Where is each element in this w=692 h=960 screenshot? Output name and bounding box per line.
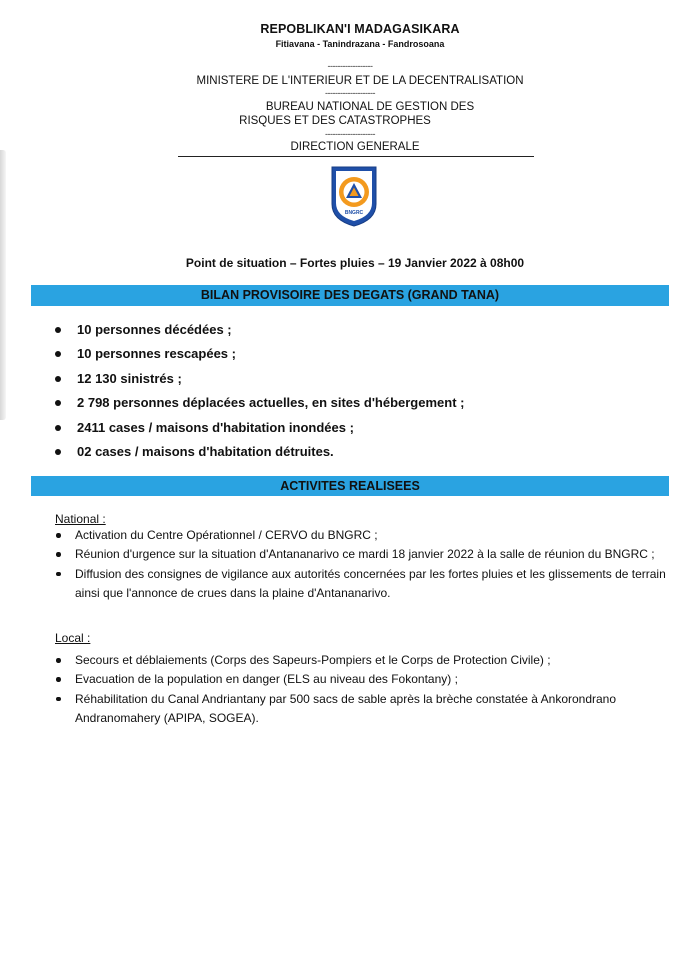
- bullet-icon: [56, 697, 61, 702]
- bullet-icon: [56, 533, 61, 538]
- bullet-icon: [55, 449, 61, 455]
- bilan-item: [55, 318, 464, 342]
- activity-item: [55, 670, 675, 689]
- bilan-list: [55, 318, 464, 464]
- activity-text: Secours et déblaiements (Corps des Sapeurs-Pompiers et le Corps de Protection Civile) ;: [75, 653, 551, 667]
- bullet-icon: [55, 425, 61, 431]
- national-label: National :: [55, 512, 106, 526]
- bureau-name-line1: BUREAU NATIONAL DE GESTION DES: [265, 101, 475, 113]
- activity-item: [55, 690, 675, 729]
- activity-text: Réhabilitation du Canal Andriantany par 500 sacs de sable après la brèche constatée à Ankorondrano Andranomahery (APIPA, SOGEA).: [75, 691, 617, 725]
- activity-text: Evacuation de la population en danger (ELS au niveau des Fokontany) ;: [75, 672, 458, 687]
- scan-edge-shadow: [0, 150, 6, 420]
- bullet-icon: [56, 572, 61, 577]
- activites-heading: ACTIVITES REALISEES: [31, 476, 669, 496]
- bullet-icon: [56, 677, 61, 682]
- bilan-item-text: 2411 cases / maisons d'habitation inondées ;: [77, 419, 354, 435]
- activity-text: Activation du Centre Opérationnel / CERVO du BNGRC ;: [75, 528, 378, 542]
- bilan-item: [55, 367, 464, 391]
- activity-item: [55, 526, 675, 545]
- report-title: Point de situation – Fortes pluies – 19 Janvier 2022 à 08h00: [185, 256, 525, 270]
- bilan-item-text: 02 cases / maisons d'habitation détruites.: [77, 443, 334, 459]
- separator: --------------------: [325, 88, 375, 98]
- bullet-icon: [55, 400, 61, 406]
- local-label: Local :: [55, 631, 91, 645]
- activity-text: Réunion d'urgence sur la situation d'Antananarivo ce mardi 18 janvier 2022 à la salle de réunion du BNGRC ;: [75, 547, 655, 562]
- ministry-name: MINISTERE DE L'INTERIEUR ET DE LA DECENTRALISATION: [196, 75, 524, 87]
- bilan-item-text: 10 personnes décédées ;: [77, 322, 232, 337]
- separator: ------------------: [327, 61, 373, 71]
- republic-title: REPOBLIKAN'I MADAGASIKARA: [260, 22, 460, 36]
- header-rule: [178, 156, 534, 157]
- bullet-icon: [55, 351, 61, 357]
- activity-item: [55, 545, 675, 564]
- direction-name: DIRECTION GENERALE: [290, 141, 420, 153]
- bilan-item-text: 2 798 personnes déplacées actuelles, en sites d'hébergement ;: [77, 395, 465, 411]
- bngrc-logo: [329, 164, 379, 228]
- local-activities-list: [55, 651, 675, 728]
- national-activities-list: [55, 526, 675, 603]
- bilan-item: [55, 391, 464, 415]
- bilan-item-text: 12 130 sinistrés ;: [77, 370, 182, 386]
- bilan-item: [55, 416, 464, 440]
- activity-text: Diffusion des consignes de vigilance aux autorités concernées par les fortes pluies et les glissements de terrain ainsi que l'annonce de crues dans la plaine d'Antananarivo.: [75, 566, 666, 600]
- logo-text: BNGRC: [344, 210, 364, 216]
- bilan-item: [55, 342, 464, 366]
- bilan-item: [55, 440, 464, 464]
- bullet-icon: [56, 552, 61, 557]
- bullet-icon: [55, 327, 61, 333]
- bilan-item-text: 10 personnes rescapées ;: [77, 346, 236, 362]
- bureau-name-line2: RISQUES ET DES CATASTROPHES: [239, 115, 431, 127]
- bullet-icon: [55, 376, 61, 382]
- bullet-icon: [56, 658, 61, 663]
- motto: Fitiavana - Tanindrazana - Fandrosoana: [275, 39, 445, 49]
- bilan-heading: BILAN PROVISOIRE DES DEGATS (GRAND TANA): [31, 285, 669, 306]
- separator: --------------------: [325, 129, 375, 139]
- activity-item: [55, 565, 675, 604]
- activity-item: [55, 651, 675, 670]
